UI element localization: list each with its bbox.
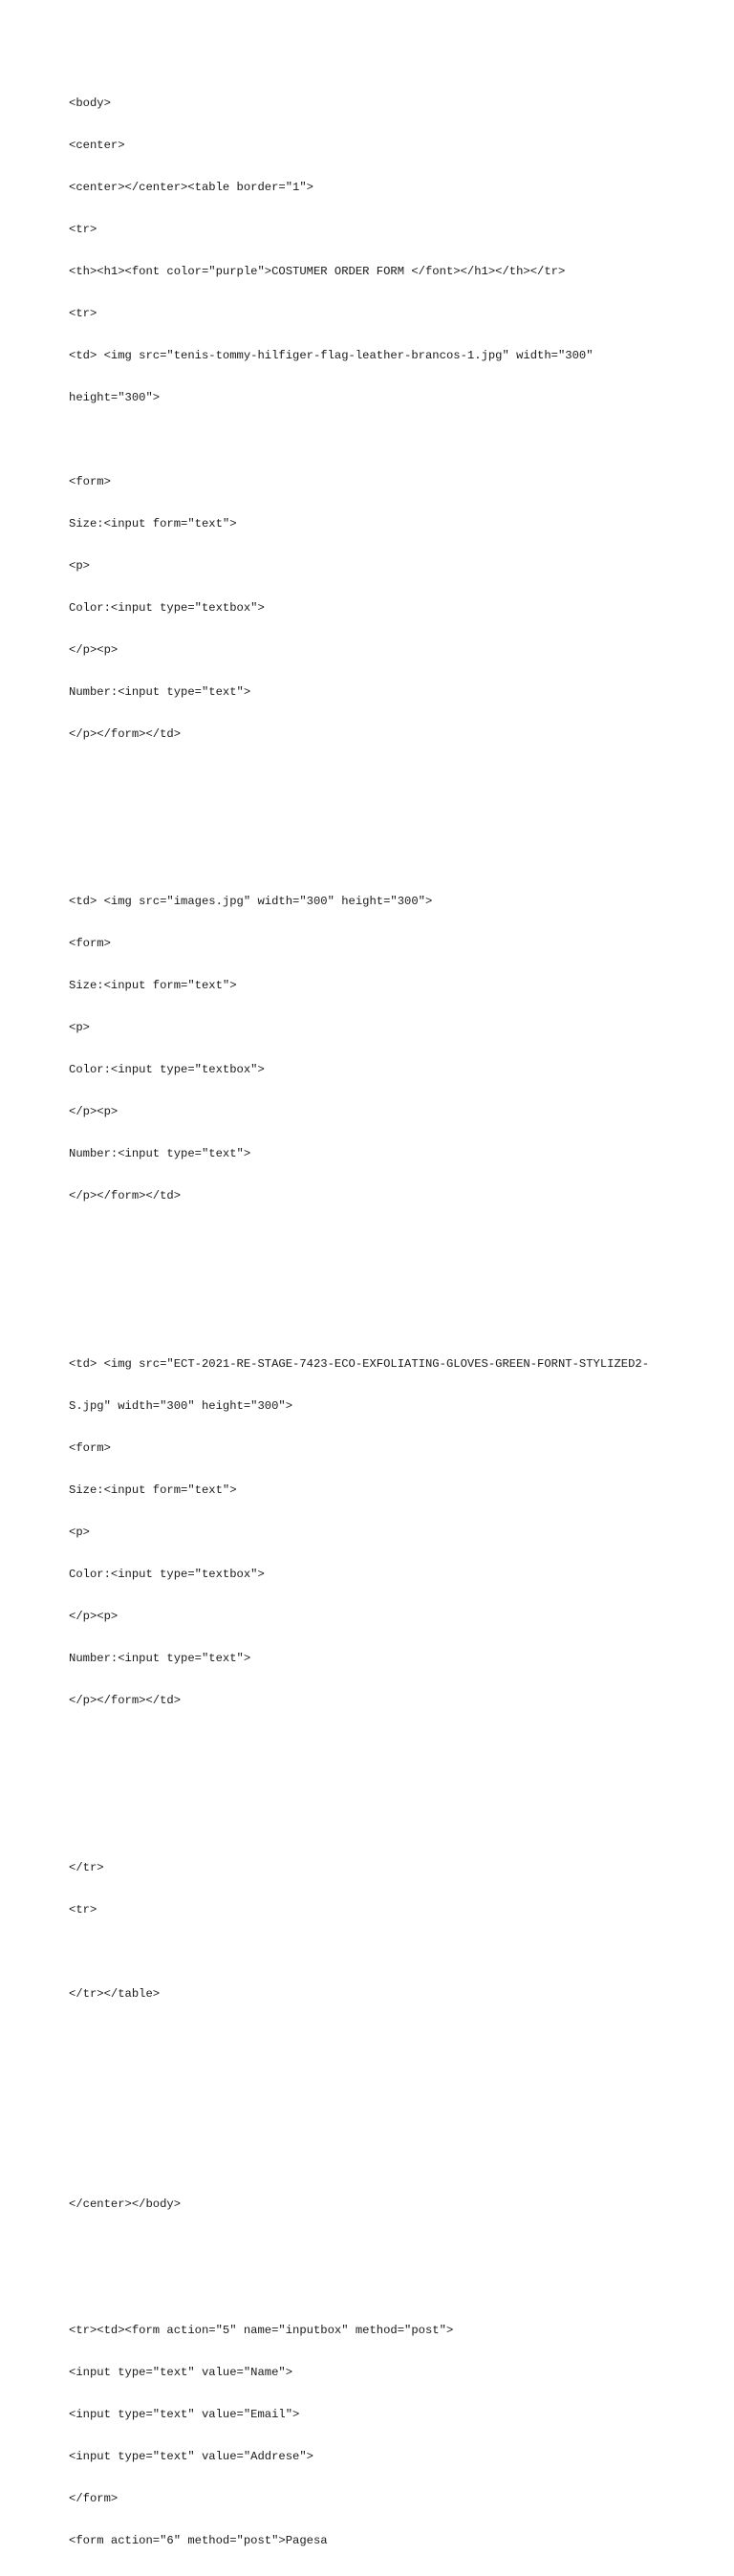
code-line: <center> <box>69 139 125 153</box>
code-line <box>69 812 649 826</box>
code-line: Size:<input form="text"> <box>69 516 237 530</box>
code-line: </p></form></td> <box>69 726 182 741</box>
code-line: Color:<input type="textbox"> <box>69 600 265 615</box>
code-line: <th><h1><font color="purple">COSTUMER ORDER FORM </font></h1></th></tr> <box>69 265 566 279</box>
code-line: <form> <box>69 474 111 488</box>
code-line <box>69 2113 649 2128</box>
code-line: <tr><td><form action="5" name="inputbox" method="post"> <box>69 2323 454 2337</box>
code-line: <tr> <box>69 307 97 321</box>
code-line: <form> <box>69 1440 111 1455</box>
code-line: Size:<input form="text"> <box>69 979 237 993</box>
code-line <box>69 1945 649 1959</box>
code-line: Size:<input form="text"> <box>69 1483 237 1497</box>
code-line: </p></form></td> <box>69 1189 182 1203</box>
code-line: <tr> <box>69 1903 97 1917</box>
code-line: <form action="6" method="post">Pagesa <box>69 2533 328 2547</box>
code-line <box>69 2155 649 2170</box>
code-line: </center></body> <box>69 2197 182 2211</box>
code-line <box>69 433 649 447</box>
code-line: </p><p> <box>69 1609 119 1623</box>
code-line: <tr> <box>69 223 97 237</box>
code-line <box>69 1819 649 1833</box>
code-line: <input type="text" value="Name"> <box>69 2365 293 2379</box>
code-line <box>69 1777 649 1791</box>
code-line: </p><p> <box>69 642 119 657</box>
code-line: <form> <box>69 937 111 951</box>
code-line <box>69 1273 649 1288</box>
code-line <box>69 2282 649 2296</box>
code-line <box>69 1735 649 1749</box>
code-line: <p> <box>69 558 90 573</box>
code-line: <p> <box>69 1525 90 1539</box>
code-line: </tr></table> <box>69 1987 161 2002</box>
code-line <box>69 2071 649 2086</box>
code-line: </form> <box>69 2491 119 2505</box>
code-line: </p></form></td> <box>69 1693 182 1707</box>
code-line: Number:<input type="text"> <box>69 1147 251 1161</box>
code-listing <box>69 69 649 2576</box>
code-line: Number:<input type="text"> <box>69 684 251 699</box>
code-line: Number:<input type="text"> <box>69 1651 251 1665</box>
code-line: <td> <img src="images.jpg" width="300" height="300"> <box>69 895 433 909</box>
code-line <box>69 2029 649 2044</box>
code-line: <td> <img src="tenis-tommy-hilfiger-flag-leather-brancos-1.jpg" width="300" <box>69 349 594 363</box>
code-line <box>69 1315 649 1330</box>
code-line <box>69 769 649 784</box>
code-line: </p><p> <box>69 1105 119 1119</box>
code-line: <input type="text" value="Addrese"> <box>69 2449 313 2463</box>
code-line <box>69 2240 649 2254</box>
code-line: </tr> <box>69 1861 104 1875</box>
code-line: <td> <img src="ECT-2021-RE-STAGE-7423-ECO-EXFOLIATING-GLOVES-GREEN-FORNT-STYLIZED2- <box>69 1356 650 1371</box>
code-line <box>69 853 649 867</box>
code-line: Color:<input type="textbox"> <box>69 1567 265 1581</box>
code-line: <center></center><table border="1"> <box>69 181 313 195</box>
code-line: height="300"> <box>69 390 161 404</box>
code-line: <body> <box>69 97 111 111</box>
code-line: <input type="text" value="Email"> <box>69 2407 300 2421</box>
code-line: Color:<input type="textbox"> <box>69 1063 265 1077</box>
code-line: S.jpg" width="300" height="300"> <box>69 1398 293 1413</box>
code-line <box>69 1231 649 1245</box>
code-line: <p> <box>69 1021 90 1035</box>
